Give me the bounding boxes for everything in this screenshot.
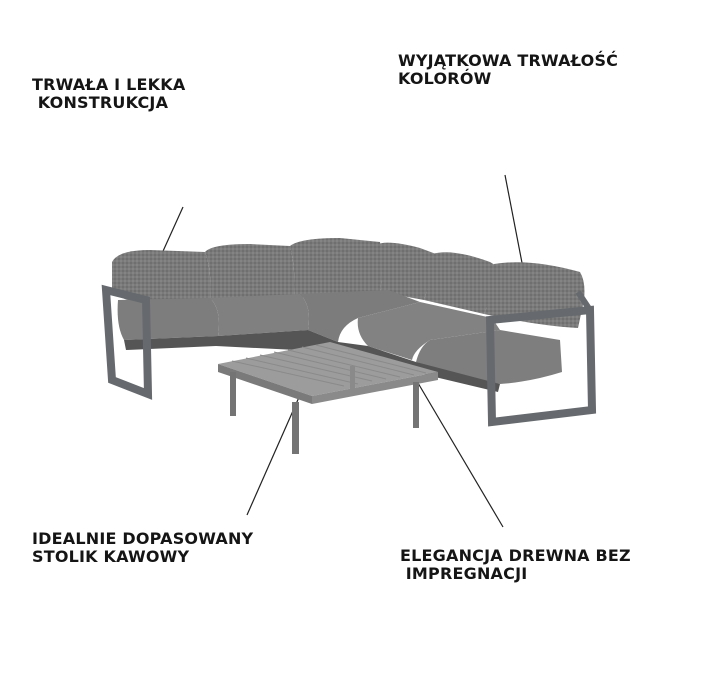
- feature-wood: [400, 547, 700, 587]
- feature-fabric-title-line-2: KOLORÓW: [398, 69, 492, 88]
- feature-wood-title-line-1: ELEGANCJA DREWNA BEZ: [400, 546, 631, 565]
- feature-frame-title-line-1: TRWAŁA I LEKKA: [32, 75, 186, 94]
- feature-wood-title: [400, 547, 700, 583]
- feature-table: [32, 530, 362, 570]
- feature-fabric: [398, 52, 698, 92]
- feature-fabric-title-line-1: WYJĄTKOWA TRWAŁOŚĆ: [398, 51, 619, 70]
- feature-wood-title-line-2: IMPREGNACJI: [400, 564, 528, 583]
- feature-frame-title: [32, 76, 352, 112]
- feature-frame-title-line-2: KONSTRUKCJA: [32, 93, 169, 112]
- feature-table-title-line-2: STOLIK KAWOWY: [32, 547, 190, 566]
- feature-fabric-title: [398, 52, 698, 88]
- feature-table-title: [32, 530, 362, 566]
- feature-table-title-line-1: IDEALNIE DOPASOWANY: [32, 529, 254, 548]
- callout-line-fabric: [505, 175, 523, 268]
- feature-frame: [32, 76, 352, 116]
